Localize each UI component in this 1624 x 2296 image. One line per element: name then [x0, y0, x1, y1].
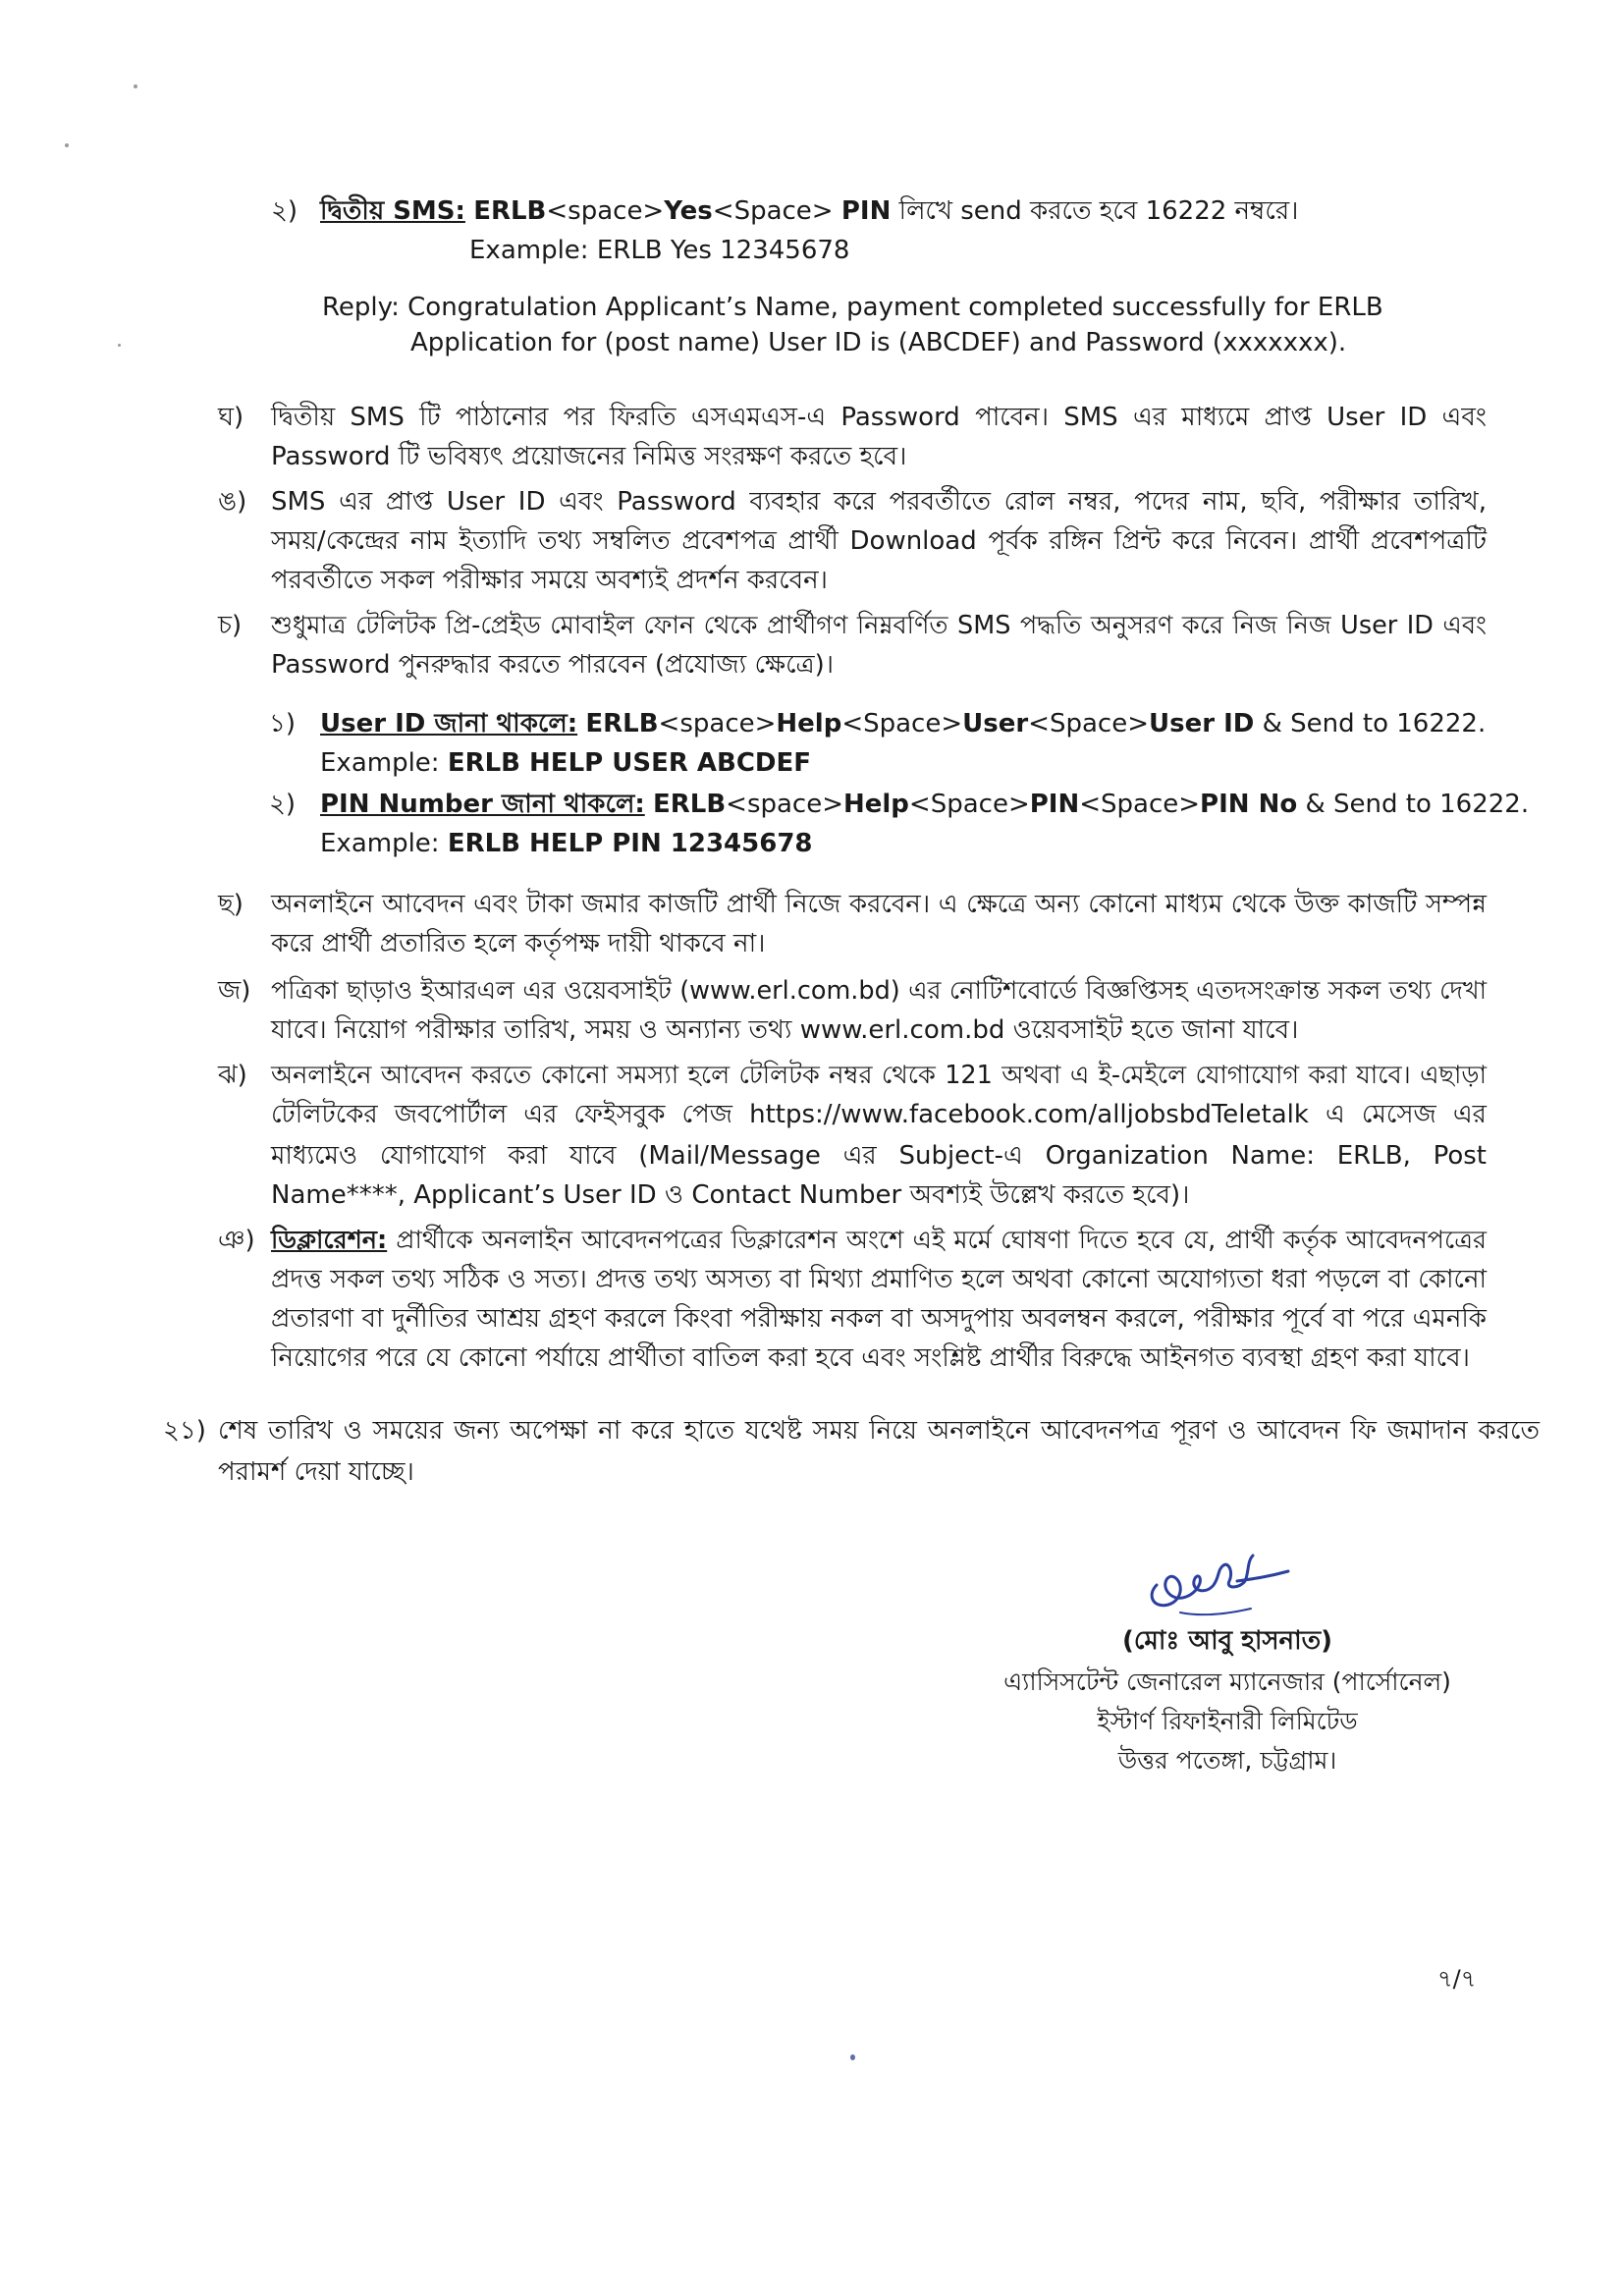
second-sms-instruction	[320, 194, 1298, 228]
paragraph-line: দ্বিতীয় SMS টি পাঠানোর পর ফিরতি এসএমএস-এ Password পাবেন। SMS এর মাধ্যমে প্রাপ্ত User ID এবং	[271, 403, 1487, 432]
sms-code: <Space>	[1079, 790, 1201, 819]
recovery-instruction	[320, 707, 1486, 740]
recovery-label: User ID জানা থাকলে:	[320, 709, 578, 738]
signatory-name: (মোঃ আবু হাসনাত)	[1122, 1626, 1332, 1656]
declaration-text: প্রার্থীকে অনলাইন আবেদনপত্রের ডিক্লারেশন অংশে এই মর্মে ঘোষণা দিতে হবে যে, প্রার্থী কর্তৃক আবেদনপত্রের	[396, 1226, 1487, 1255]
sms-code: <Space>	[908, 790, 1030, 819]
sms-code: Yes	[664, 196, 713, 226]
paragraph-line: পরামর্শ দেয়া যাচ্ছে।	[218, 1457, 414, 1487]
sms-code: Help	[776, 709, 842, 738]
declaration-label: ডিক্লারেশন:	[271, 1226, 388, 1255]
sms-code: User	[962, 709, 1029, 738]
list-marker: ঝ)	[218, 1061, 247, 1090]
list-marker: ছ)	[218, 890, 244, 919]
list-marker: ২১)	[163, 1416, 206, 1446]
signatory-designation: এ্যাসিসটেন্ট জেনারেল ম্যানেজার (পার্সোনেল)	[1003, 1667, 1451, 1696]
sms-reply-line: Application for (post name) User ID is (ABCDEF) and Password (xxxxxxx).	[410, 328, 1347, 357]
paragraph-line: SMS এর প্রাপ্ত User ID এবং Password ব্যবহার করে পরবর্তীতে রোল নম্বর, পদের নাম, ছবি, পরীক্ষার তারিখ,	[271, 487, 1487, 517]
scan-speck	[118, 344, 121, 347]
sms-code: PIN	[1029, 790, 1080, 819]
paragraph-line: টেলিটকের জবপোর্টাল এর ফেইসবুক পেজ https://www.facebook.com/alljobsbdTeletalk এ মেসেজ এর	[271, 1100, 1487, 1129]
sms-code: <Space>	[841, 709, 963, 738]
sms-code: <space>	[546, 196, 665, 226]
list-marker: ২)	[269, 790, 297, 819]
sms-destination-text: লিখে send করতে হবে 16222 নম্বরে।	[898, 196, 1299, 226]
paragraph-line: প্রদত্ত সকল তথ্য সঠিক ও সত্য। প্রদত্ত তথ্য অসত্য বা মিথ্যা প্রমাণিত হলে অথবা কোনো অযোগ্যতা ধরা পড়লে বা কোনো	[271, 1265, 1487, 1294]
sms-code: <Space>	[712, 196, 834, 226]
sms-example: Example: ERLB Yes 12345678	[469, 236, 850, 265]
paragraph-line: শেষ তারিখ ও সময়ের জন্য অপেক্ষা না করে হাতে যথেষ্ট সময় নিয়ে অনলাইনে আবেদনপত্র পূরণ ও আবেদন ফি জমাদান করতে	[218, 1416, 1540, 1446]
recovery-example	[320, 746, 811, 780]
example-value: ERLB HELP PIN 12345678	[447, 829, 813, 858]
page-number: ৭/৭	[1437, 1965, 1477, 1993]
scan-speck	[850, 2054, 855, 2060]
company-name: ইস্টার্ণ রিফাইনারী লিমিটেড	[1097, 1707, 1358, 1735]
paragraph-line: করে প্রার্থী প্রতারিত হলে কর্তৃপক্ষ দায়ী থাকবে না।	[271, 929, 766, 958]
handwritten-signature	[1141, 1544, 1298, 1628]
paragraph-line: মাধ্যমেও যোগাযোগ করা যাবে (Mail/Message এর Subject-এ Organization Name: ERLB, Post	[271, 1141, 1487, 1171]
example-label: Example:	[320, 748, 440, 778]
company-address: উত্তর পতেঙ্গা, চট্টগ্রাম।	[1117, 1746, 1337, 1775]
example-value: ERLB HELP USER ABCDEF	[447, 748, 812, 778]
sms-code: ERLB	[585, 709, 659, 738]
sms-destination-text: & Send to 16222.	[1305, 790, 1530, 819]
sms-code: <Space>	[1028, 709, 1149, 738]
sms-code: ERLB	[473, 196, 547, 226]
paragraph-line: পত্রিকা ছাড়াও ইআরএল এর ওয়েবসাইট (www.erl.com.bd) এর নোটিশবোর্ডে বিজ্ঞপ্তিসহ এতদসংক্রান্ত সকল তথ্য দেখা	[271, 976, 1487, 1006]
list-marker: জ)	[218, 976, 251, 1006]
scan-speck	[65, 143, 69, 147]
paragraph-line: Password পুনরুদ্ধার করতে পারবেন (প্রযোজ্য ক্ষেত্রে)।	[271, 650, 835, 680]
paragraph-line	[271, 1224, 1487, 1257]
list-marker: ঘ)	[218, 403, 244, 432]
paragraph-line: অনলাইনে আবেদন এবং টাকা জমার কাজটি প্রার্থী নিজে করবেন। এ ক্ষেত্রে অন্য কোনো মাধ্যম থেকে উক্ত কাজটি সম্পন্ন	[271, 890, 1487, 919]
paragraph-line: নিয়োগের পরে যে কোনো পর্যায়ে প্রার্থীতা বাতিল করা হবে এবং সংশ্লিষ্ট প্রার্থীর বিরুদ্ধে আইনগত ব্যবস্থা গ্রহণ করা যাবে।	[271, 1343, 1470, 1373]
paragraph-line: শুধুমাত্র টেলিটক প্রি-প্রেইড মোবাইল ফোন থেকে প্রার্থীগণ নিম্নবর্ণিত SMS পদ্ধতি অনুসরণ করে নিজ নিজ User ID এবং	[271, 611, 1487, 640]
example-label: Example:	[320, 829, 440, 858]
paragraph-line: পরবর্তীতে সকল পরীক্ষার সময়ে অবশ্যই প্রদর্শন করবেন।	[271, 566, 828, 595]
sms-reply-line: Reply: Congratulation Applicant’s Name, payment completed successfully for ERLB	[322, 293, 1383, 322]
recovery-label: PIN Number জানা থাকলে:	[320, 790, 645, 819]
sms-code: PIN No	[1200, 790, 1298, 819]
paragraph-line: প্রতারণা বা দুর্নীতির আশ্রয় গ্রহণ করলে কিংবা পরীক্ষায় নকল বা অসদুপায় অবলম্বন করলে, পরীক্ষার পূর্বে বা পরে এমনকি	[271, 1304, 1487, 1334]
sms-code: <space>	[726, 790, 843, 819]
list-marker: ঙ)	[218, 487, 247, 517]
list-marker: ১)	[269, 709, 297, 738]
list-marker: ঞ)	[218, 1226, 255, 1255]
paragraph-line: Password টি ভবিষ্যৎ প্রয়োজনের নিমিত্ত সংরক্ষণ করতে হবে।	[271, 442, 907, 471]
sms-code: PIN	[840, 196, 892, 226]
sms-code: <space>	[658, 709, 777, 738]
sms-code: ERLB	[652, 790, 727, 819]
scan-speck	[134, 84, 137, 88]
list-marker: চ)	[218, 611, 243, 640]
paragraph-line: অনলাইনে আবেদন করতে কোনো সমস্যা হলে টেলিটক নম্বর থেকে 121 অথবা এ ই-মেইলে যোগাযোগ করা যাবে। এছাড়া	[271, 1061, 1487, 1090]
sms-code: User ID	[1148, 709, 1255, 738]
sms-destination-text: & Send to 16222.	[1262, 709, 1487, 738]
recovery-instruction	[320, 788, 1529, 821]
list-marker: ২)	[271, 196, 298, 226]
paragraph-line: সময়/কেন্দ্রের নাম ইত্যাদি তথ্য সম্বলিত প্রবেশপত্র প্রার্থী Download পূর্বক রঙ্গিন প্রিন্ট করে নিবেন। প্রার্থী প্রবেশপত্রটি	[271, 526, 1487, 556]
sms-code: Help	[843, 790, 909, 819]
paragraph-line: যাবে। নিয়োগ পরীক্ষার তারিখ, সময় ও অন্যান্য তথ্য www.erl.com.bd ওয়েবসাইট হতে জানা যাবে।	[271, 1015, 1299, 1045]
recovery-example	[320, 827, 813, 860]
second-sms-label: দ্বিতীয় SMS:	[320, 196, 465, 226]
paragraph-line: Name****, Applicant’s User ID ও Contact Number অবশ্যই উল্লেখ করতে হবে)।	[271, 1180, 1190, 1210]
